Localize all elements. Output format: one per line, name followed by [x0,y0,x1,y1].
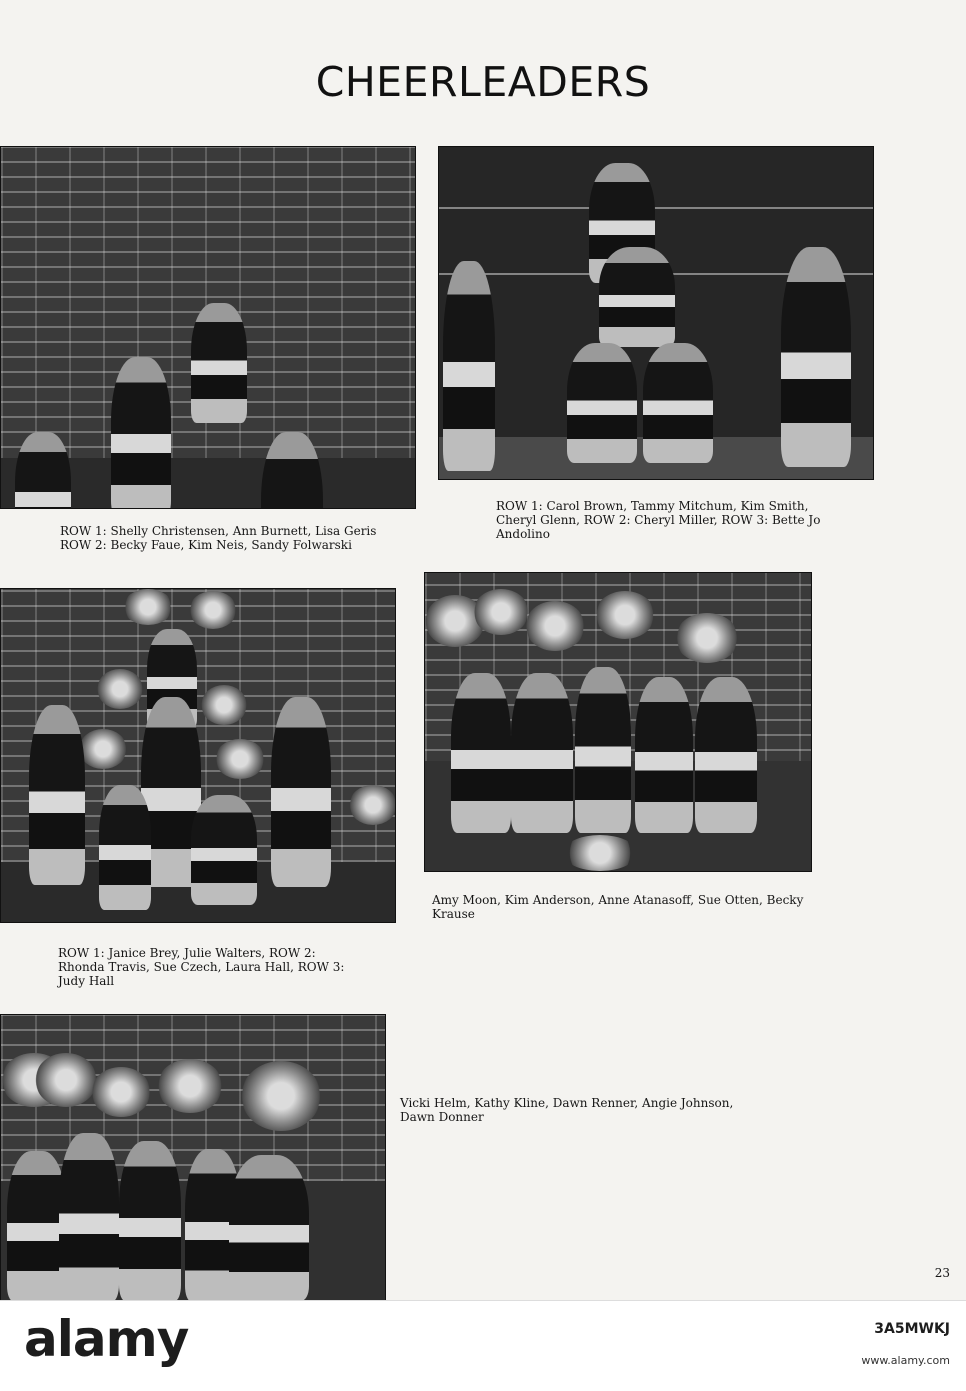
cheerleader-figure [191,303,247,423]
pom-pom [79,729,127,769]
cheerleader-figure [599,247,675,347]
photo-group-one [0,146,416,509]
pom-pom [675,613,739,663]
pom-pom [563,835,637,871]
photo-group-two [438,146,874,480]
cheerleader-figure [781,247,851,467]
watermark-logo: alamy [24,1310,189,1368]
pom-pom [91,1067,151,1117]
pom-pom [473,589,529,635]
cheerleader-figure [229,1155,309,1301]
page-title: CHEERLEADERS [315,58,651,106]
cheerleader-figure [111,357,171,509]
caption-line: Andolino [496,527,550,541]
caption-line: Amy Moon, Kim Anderson, Anne Atanasoff, Sue Otten, Becky [432,893,804,907]
caption-group-four [432,893,822,921]
cheerleader-figure [695,677,757,833]
photo-group-five [0,1014,386,1302]
caption-line: ROW 2: Becky Faue, Kim Neis, Sandy Folwarski [60,538,352,552]
pom-pom [157,1059,223,1113]
pom-pom [189,591,237,629]
caption-line: ROW 1: Shelly Christensen, Ann Burnett, Lisa Geris [60,524,377,538]
photo-group-three [0,588,396,923]
caption-line: Dawn Donner [400,1110,484,1124]
pom-pom [241,1061,321,1131]
cheerleader-figure [271,697,331,887]
pom-pom [97,669,143,709]
pom-pom [349,785,396,825]
pom-pom [123,589,173,625]
caption-line: Vicki Helm, Kathy Kline, Dawn Renner, Angie Johnson, [400,1096,734,1110]
cheerleader-figure [511,673,573,833]
cheerleader-figure [99,785,151,910]
cheerleader-figure [635,677,693,833]
watermark-url: www.alamy.com [861,1354,950,1367]
pom-pom [595,591,655,639]
cheerleader-figure [191,795,257,905]
cheerleader-figure [29,705,85,885]
cheerleader-figure [261,432,323,509]
caption-line: Cheryl Glenn, ROW 2: Cheryl Miller, ROW 3: Bette Jo [496,513,821,527]
photo-group-four [424,572,812,872]
caption-line: Judy Hall [58,974,115,988]
caption-line: ROW 1: Carol Brown, Tammy Mitchum, Kim Smith, [496,499,809,513]
pom-pom [201,685,247,725]
caption-line: Rhonda Travis, Sue Czech, Laura Hall, ROW 3: [58,960,345,974]
cheerleader-figure [443,261,495,471]
cheerleader-figure [15,432,71,509]
page-number: 23 [934,1266,950,1280]
cheerleader-figure [567,343,637,463]
cheerleader-figure [59,1133,119,1301]
caption-line: Krause [432,907,475,921]
caption-group-five [400,1096,740,1124]
cheerleader-figure [119,1141,181,1301]
caption-group-three [58,946,368,988]
caption-group-two [496,499,826,541]
cheerleader-figure [451,673,511,833]
cheerleader-figure [643,343,713,463]
cheerleader-figure [575,667,631,833]
caption-line: ROW 1: Janice Brey, Julie Walters, ROW 2: [58,946,316,960]
pom-pom [215,739,265,779]
cheerleader-figure [7,1151,67,1301]
pom-pom [525,601,585,651]
caption-group-one [60,524,390,552]
pom-pom [35,1053,97,1107]
watermark-image-id: 3A5MWKJ [874,1321,950,1337]
